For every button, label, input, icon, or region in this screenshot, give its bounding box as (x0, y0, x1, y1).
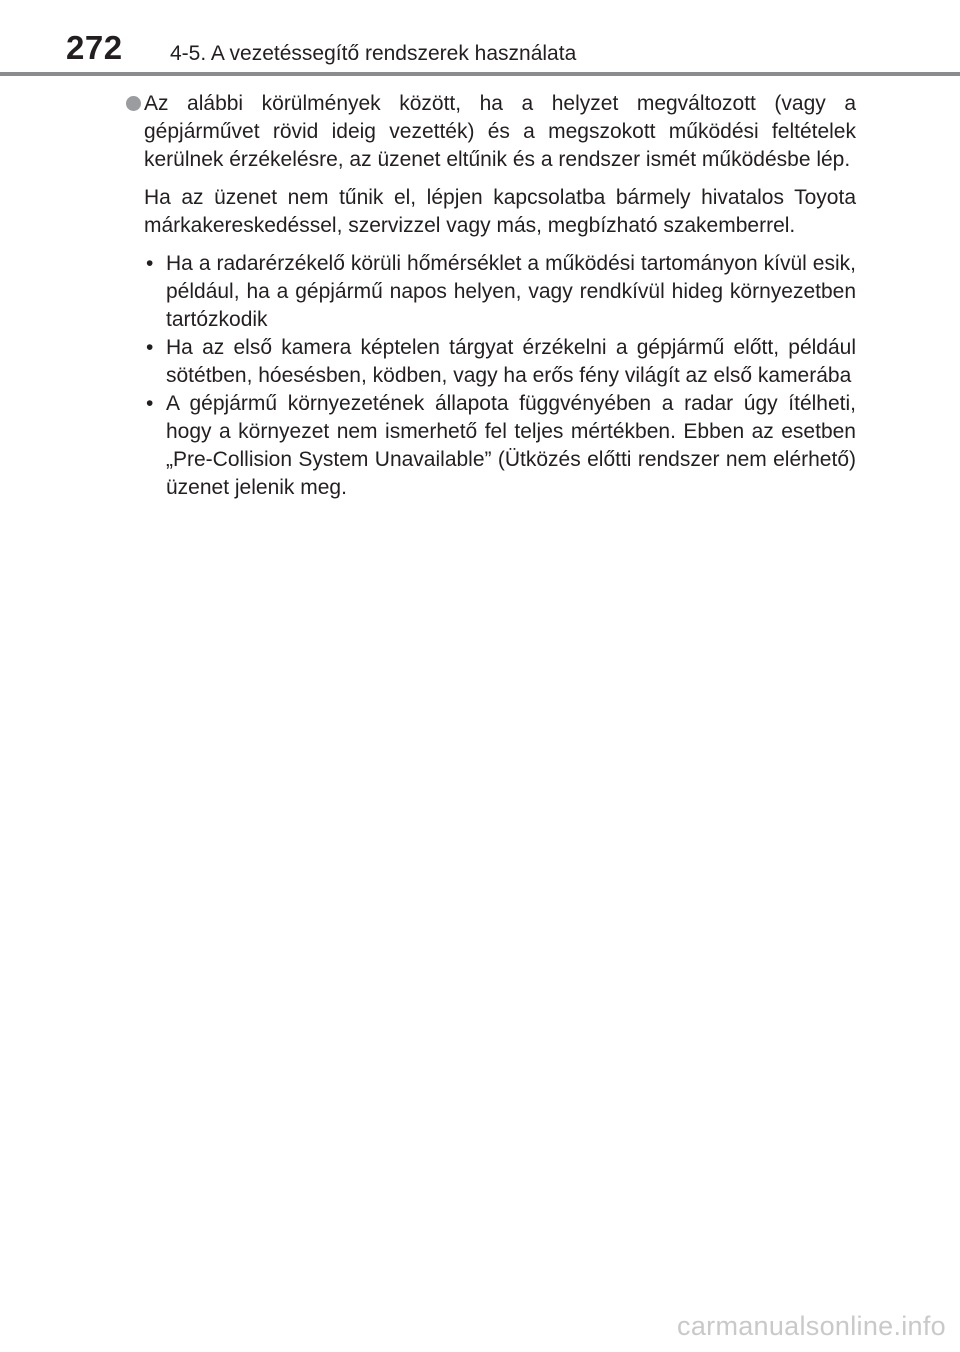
list-item-text: Ha a radarérzékelő körüli hőmérséklet a működési tartományon kívül esik, például, ha a gépjármű napos helyen, vagy rendkívül hideg környezetben tartózkodik (166, 252, 856, 331)
section-title: 4-5. A vezetéssegítő rendszerek használata (170, 42, 577, 65)
lead-text: Az alábbi körülmények között, ha a helyzet megváltozott (vagy a gépjárművet rövid ideig vezették) és a megszokott működési feltételek kerülnek érzékelésre, az üzenet eltűnik és a rendszer ismét működésbe lép. (144, 92, 856, 171)
list-item (144, 390, 856, 502)
page-number: 272 (66, 29, 123, 66)
bullet-icon: • (146, 252, 154, 275)
list-item (144, 334, 856, 390)
bullet-icon: • (146, 392, 154, 415)
footer-watermark: carmanualsonline.info (677, 1311, 946, 1341)
lead-item (126, 90, 856, 174)
lead-dot-icon (126, 96, 141, 111)
contact-paragraph: Ha az üzenet nem tűnik el, lépjen kapcsolatba bármely hivatalos Toyota márkakereskedéssel, szervizzel vagy más, megbízható szakemberrel. (144, 186, 856, 237)
list-item-text: A gépjármű környezetének állapota függvényében a radar úgy ítélheti, hogy a környezet nem ismerhető fel teljes mértékben. Ebben az esetben „Pre-Collision System Unavailable” (Ütközés előtti rendszer nem elérhető) üzenet jelenik meg. (166, 392, 856, 499)
list-item (144, 250, 856, 334)
header-rule (0, 72, 960, 76)
condition-list (144, 250, 856, 502)
bullet-icon: • (146, 336, 154, 359)
list-item-text: Ha az első kamera képtelen tárgyat érzékelni a gépjármű előtt, például sötétben, hóesésben, ködben, vagy ha erős fény világít az első kamerába (166, 336, 856, 387)
main-content (126, 90, 856, 502)
